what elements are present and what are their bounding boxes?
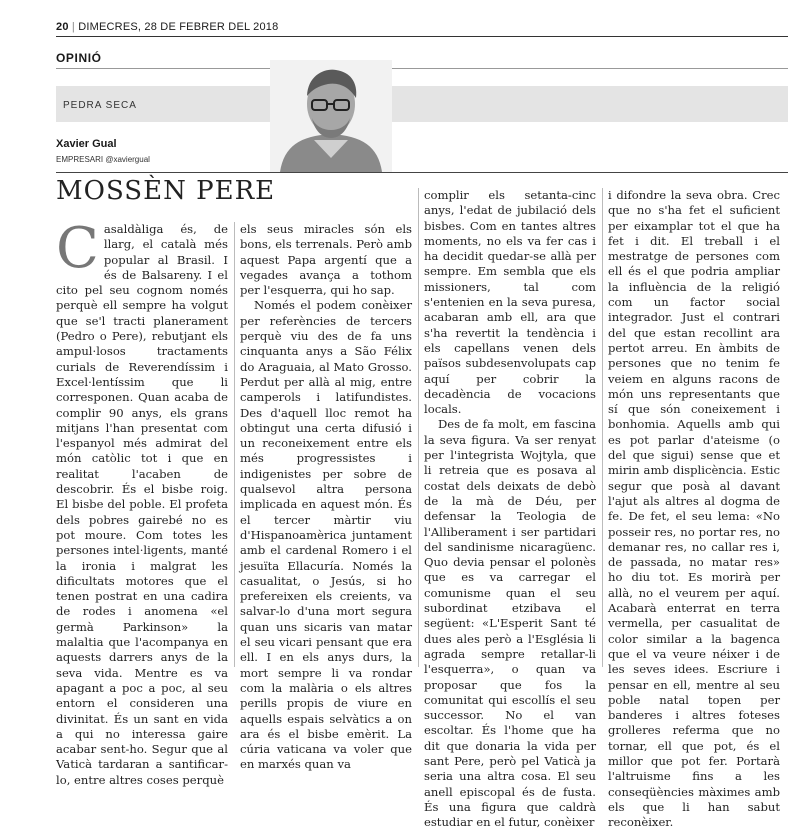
byline-rule xyxy=(56,172,788,173)
drop-cap: C xyxy=(56,216,99,281)
article-column-4 xyxy=(608,188,780,830)
column-label: PEDRA SECA xyxy=(63,100,137,111)
top-rule xyxy=(56,36,788,37)
paragraph: Només el podem conèixer per referències de tercers perquè viu des de fa uns cinquanta anys a São Félix do Araguaia, al Mato Grosso. Perdut per allà al mig, entre camperols i latifundistes. Des d'aquell lloc remot ha obtingut una certa difusió i un reconeixement entre els més progressistes i indigenistes per sobre de qualsevol altra persona implicada en aquest món. És el tercer màrtir viu d'Hispanoamèrica juntament amb el cardenal Romero i el jesuïta Ellacuría. Només la casualitat, o Jesús, si ho prefereixen els creients, va salvar-lo d'una mort segura quan uns sicaris van matar el seu vicari pensant que era ell. I en els anys durs, la mort sempre li va rondar com la malària o els altres perills propis de viure en aquells espais selvàtics a on ara és el bisbe emèrit. La cúria vaticana va voler que en marxés quan va xyxy=(240,298,412,772)
paragraph: asaldàliga és, de llarg, el català més popular al Brasil. I és de Balsareny. I el cito pel seu cognom només perquè ell sempre ha volgut que se'l tracti planerament (Pedro o Pere), rebutjant els ampul·losos tractaments curials de Reverendíssim i Excel·lentíssim que li corresponen. Quan acaba de complir 90 anys, els grans mitjans l'han presentat com l'espanyol més admirat del món catòlic tot i que en realitat l'acaben de descobrir. És el bisbe roig. El bisbe del poble. El profeta dels pobres gairebé no es pot moure. Com totes les persones intel·ligents, manté la ironia i malgrat les dificultats motores que el tenen postrat en una cadira de rodes i anomena «el germà Parkinson» la malaltia que l'acompanya en aquests darrers anys de la seva vida. Mentre es va apagant a poc a poc, al seu entorn el consideren una divinitat. És un sant en vida a qui no interessa gaire acabar sent-ho. Segur que al Vaticà tardaran a santificar-lo, entre altres coses perquè xyxy=(56,222,228,787)
section-title: OPINIÓ xyxy=(56,51,102,65)
column-band xyxy=(56,86,788,122)
dateline: DIMECRES, 28 DE FEBRER DEL 2018 xyxy=(78,21,279,33)
section-rule xyxy=(56,68,788,69)
page-folio: 20 | DIMECRES, 28 DE FEBRER DEL 2018 xyxy=(56,21,279,33)
column-divider xyxy=(602,188,603,667)
column-divider xyxy=(234,222,235,667)
author-photo xyxy=(270,60,392,172)
author-role: EMPRESARI @xaviergual xyxy=(56,155,150,164)
paragraph: i difondre la seva obra. Crec que no s'ha fet el suficient per eixamplar tot el que ha fet i dit. El treball i el mestratge de persones com ell és el que podria ampliar la influència de la religió com un factor social integrador. Just el contrari del que estan recollint ara pertot arreu. En àmbits de persones que no tenim fe veiem en alguns racons de món uns representants que sí que són coneixement i bonhomia. Aquells amb qui es pot parlar d'ateisme (o del que sigui) sense que et mirin amb displicència. Estic segur que posà al davant l'ajut als altres al dogma de fe. De fet, el seu lema: «No posseir res, no portar res, no demanar res, no callar res i, de passada, no matar res» ho diu tot. Es morirà per allà, no el veurem per aquí. Acabarà enterrat en terra vermella, per casualitat de color similar a la bagenca que el va veure néixer i de les seves idees. Escriure i pensar en ell, mentre al seu poble natal topen per banderes i altres foteses grolleres referma que no tornar, ell que pot, és el millor que pot fer. Portarà l'altruisme fins a les conseqüències màximes amb els que li han sabut reconèixer. xyxy=(608,188,780,830)
article-title: MOSSÈN PERE xyxy=(56,176,276,206)
page-number: 20 xyxy=(56,21,69,33)
paragraph: Des de fa molt, em fascina la seva figura. Va ser renyat per l'integrista Wojtyla, que li retreia que es posava al costat dels deixats de debò de la mà de Déu, per defensar la Teologia de l'Alliberament i ser partidari del sandinisme nicaragüenc. Quo devia pensar el polonès que es va carregar el comunisme quan el seu subordinat etzibava el següent: «L'Esperit Sant té dues ales però a l'Església li agrada sempre retallar-li l'esquerra», o quan va proposar que fos la comunitat qui escollís el seu successor. No el van escoltar. És l'home que ha dit que donaria la vida per sant Pere, però pel Vaticà ja seria una altra cosa. El seu anell episcopal és de fusta. És una figura que caldrà estudiar en el futur, conèixer xyxy=(424,417,596,830)
paragraph: els seus miracles són els bons, els terrenals. Però amb aquest Papa argentí que a vegades avança a tothom per l'esquerra, qui ho sap. xyxy=(240,222,412,298)
author-name: Xavier Gual xyxy=(56,138,117,150)
article-column-3 xyxy=(424,188,596,830)
column-divider xyxy=(418,188,419,667)
paragraph: complir els setanta-cinc anys, l'edat de jubilació dels bisbes. Com en tantes altres moments, no els va fer cas i ha decidit quedar-se allà per sempre. Em sembla que els missioners, tal com s'entenien en la seva puresa, acabaran amb ell, ara que s'ha revertit la tendència i els capellans venen dels països subdesenvolupats cap aquí per cobrir la decadència de vocacions locals. xyxy=(424,188,596,417)
article-column-1 xyxy=(56,216,228,787)
article-column-2 xyxy=(240,222,412,772)
